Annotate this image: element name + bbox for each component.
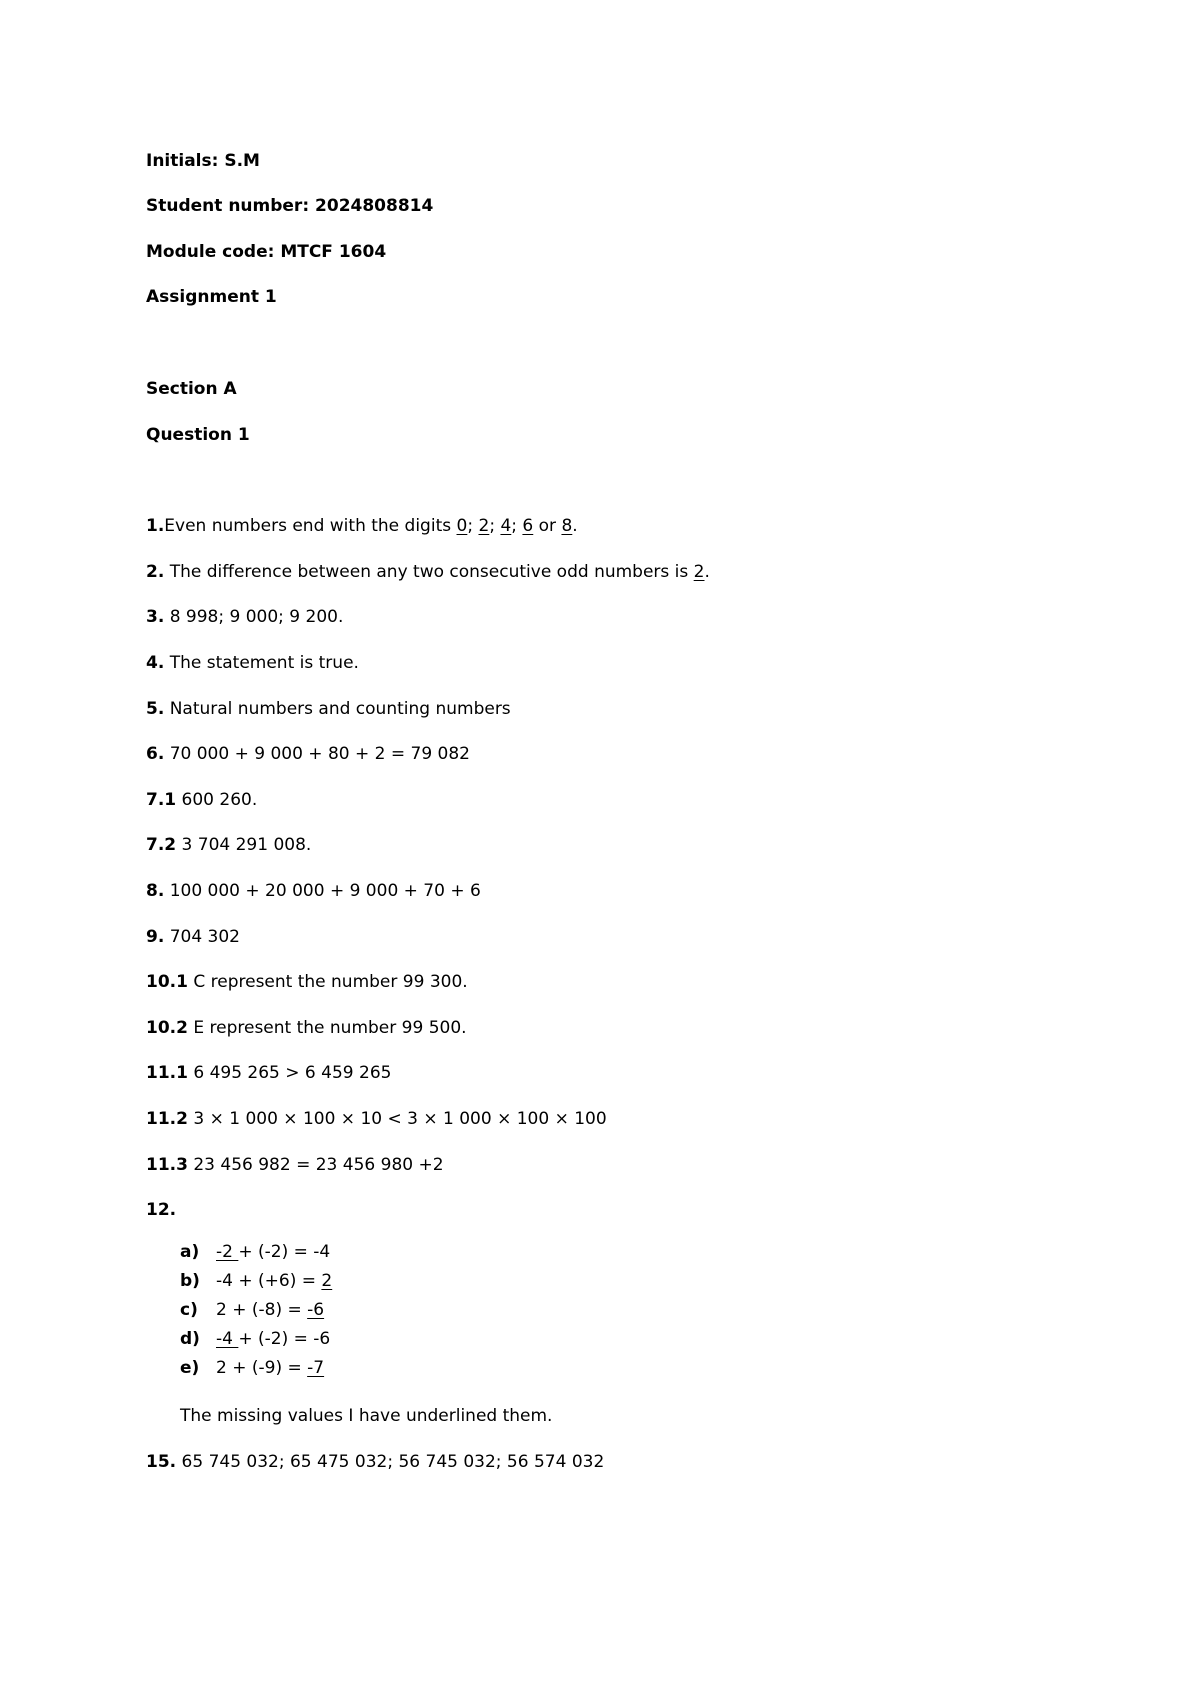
answer-text: C represent the number 99 300. xyxy=(187,972,468,992)
answer-text: Even numbers end with the digits xyxy=(164,516,457,536)
answer-number: 7.1 xyxy=(146,790,177,810)
answer-number: 9. xyxy=(146,927,165,947)
answer-text: The statement is true. xyxy=(164,653,359,673)
answer-12-item-e xyxy=(180,1357,324,1379)
answer-number: 11.1 xyxy=(146,1063,188,1083)
answer-number: 11.2 xyxy=(146,1109,188,1129)
item-label: e) xyxy=(180,1358,200,1378)
answer-number: 7.2 xyxy=(146,835,177,855)
answer-text: E represent the number 99 500. xyxy=(187,1018,467,1038)
answer-4 xyxy=(146,652,359,674)
answer-9 xyxy=(146,926,240,948)
answer-1 xyxy=(146,515,578,537)
item-text: + (-2) = -4 xyxy=(238,1242,331,1262)
answer-11-3 xyxy=(146,1154,444,1176)
item-label: a) xyxy=(180,1242,200,1262)
underlined-value: 2 xyxy=(321,1271,333,1291)
answer-text: 600 260. xyxy=(176,790,258,810)
assignment-title: Assignment 1 xyxy=(146,287,277,307)
answer-number: 2. xyxy=(146,562,165,582)
item-text: 2 + (-9) = xyxy=(216,1358,308,1378)
answer-12-item-c xyxy=(180,1299,324,1321)
answer-text: 23 456 982 = 23 456 980 +2 xyxy=(187,1155,444,1175)
answer-10-2 xyxy=(146,1017,467,1039)
answer-text: 3 704 291 008. xyxy=(176,835,312,855)
answer-text: The difference between any two consecutive odd numbers is xyxy=(164,562,694,582)
separator: ; xyxy=(489,516,501,536)
answer-text: 70 000 + 9 000 + 80 + 2 = 79 082 xyxy=(164,744,470,764)
separator: ; xyxy=(511,516,523,536)
answer-text: Natural numbers and counting numbers xyxy=(164,699,511,719)
answer-number: 6. xyxy=(146,744,165,764)
separator: ; xyxy=(467,516,479,536)
item-label: c) xyxy=(180,1300,198,1320)
underlined-value: -2 xyxy=(216,1242,239,1262)
answer-2 xyxy=(146,561,710,583)
initials-line: Initials: S.M xyxy=(146,151,260,171)
item-text: 2 + (-8) = xyxy=(216,1300,308,1320)
answer-text: 704 302 xyxy=(164,927,240,947)
section-heading: Section A xyxy=(146,379,237,399)
answer-number: 5. xyxy=(146,699,165,719)
answer-number: 8. xyxy=(146,881,165,901)
answer-number: 15. xyxy=(146,1452,177,1472)
answer-12-heading: 12. xyxy=(146,1200,177,1220)
answer-number: 10.1 xyxy=(146,972,188,992)
answer-12-item-d xyxy=(180,1328,330,1350)
answer-number: 4. xyxy=(146,653,165,673)
underlined-value: -4 xyxy=(216,1329,239,1349)
underlined-value: -6 xyxy=(307,1300,325,1320)
answer-8 xyxy=(146,880,481,902)
item-text: + (-2) = -6 xyxy=(238,1329,331,1349)
module-code-line: Module code: MTCF 1604 xyxy=(146,242,387,262)
answer-text: 6 495 265 > 6 459 265 xyxy=(187,1063,392,1083)
answer-7-2 xyxy=(146,834,311,856)
separator: or xyxy=(533,516,562,536)
answer-12-note: The missing values I have underlined them. xyxy=(180,1406,553,1426)
separator: . xyxy=(704,562,710,582)
answer-6 xyxy=(146,743,470,765)
item-label: b) xyxy=(180,1271,200,1291)
answer-text: 100 000 + 20 000 + 9 000 + 70 + 6 xyxy=(164,881,481,901)
underlined-value: -7 xyxy=(307,1358,325,1378)
separator: . xyxy=(572,516,578,536)
answer-7-1 xyxy=(146,789,257,811)
answer-number: 11.3 xyxy=(146,1155,188,1175)
answer-12-item-a xyxy=(180,1241,330,1263)
student-number-line: Student number: 2024808814 xyxy=(146,196,434,216)
answer-text: 8 998; 9 000; 9 200. xyxy=(164,607,344,627)
answer-text: 3 × 1 000 × 100 × 10 < 3 × 1 000 × 100 × 100 xyxy=(187,1109,607,1129)
question-heading: Question 1 xyxy=(146,425,250,445)
underlined-value: 4 xyxy=(500,516,512,536)
answer-11-1 xyxy=(146,1062,391,1084)
answer-5 xyxy=(146,698,511,720)
answer-12-item-b xyxy=(180,1270,332,1292)
item-label: d) xyxy=(180,1329,200,1349)
underlined-value: 8 xyxy=(561,516,573,536)
answer-11-2 xyxy=(146,1108,607,1130)
answer-15 xyxy=(146,1451,604,1473)
answer-text: 65 745 032; 65 475 032; 56 745 032; 56 574 032 xyxy=(176,1452,605,1472)
answer-3 xyxy=(146,606,343,628)
answer-10-1 xyxy=(146,971,468,993)
item-text: -4 + (+6) = xyxy=(216,1271,322,1291)
underlined-value: 6 xyxy=(522,516,534,536)
answer-number: 1. xyxy=(146,516,165,536)
underlined-value: 0 xyxy=(456,516,468,536)
answer-number: 3. xyxy=(146,607,165,627)
document-page xyxy=(146,0,1146,1696)
underlined-value: 2 xyxy=(478,516,490,536)
answer-number: 10.2 xyxy=(146,1018,188,1038)
underlined-value: 2 xyxy=(693,562,705,582)
